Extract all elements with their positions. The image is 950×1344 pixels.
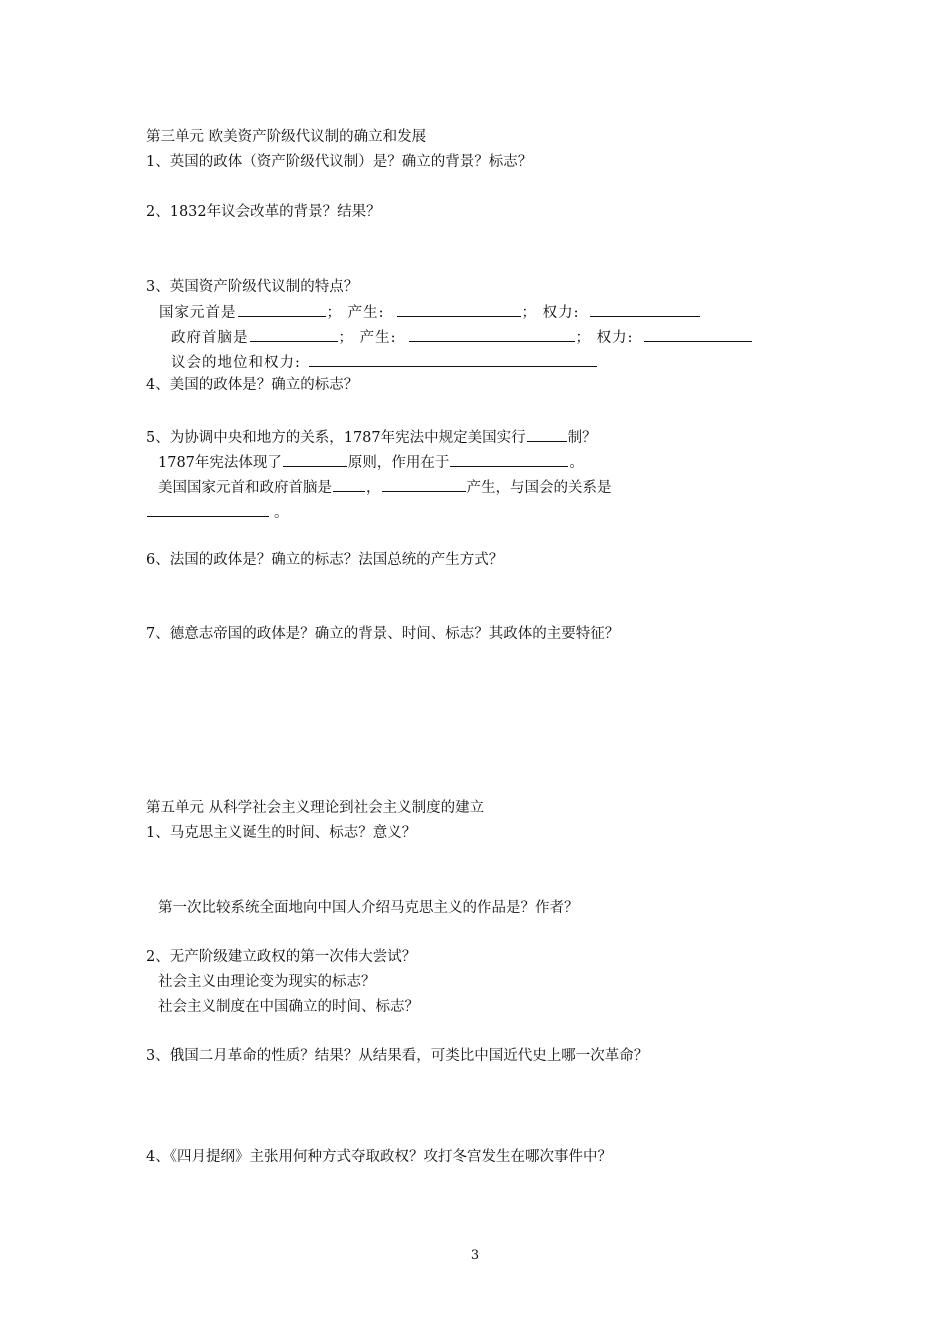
unit5-q2-sub-2: 社会主义制度在中国确立的时间、标志？ [158,999,419,1015]
unit5-question-1: 1、马克思主义诞生的时间、标志？意义？ [146,825,417,841]
unit5-title: 第五单元 从科学社会主义理论到社会主义制度的建立 [146,800,485,816]
unit3-q3-line-head-of-state [159,302,701,322]
q5-c-comma: ， [366,480,381,496]
head-of-state-blank[interactable] [238,302,326,317]
gov-power-blank[interactable] [644,327,752,342]
unit3-question-5 [146,427,597,447]
unit3-q5-line-4 [146,502,289,522]
semicolon: ； [326,305,342,321]
gov-origin-blank[interactable] [409,327,575,342]
parliament-blank[interactable] [309,352,597,367]
election-blank[interactable] [382,477,466,492]
head-of-gov-blank[interactable] [250,327,338,342]
q5-b-end: 。 [569,455,584,471]
unit3-question-4: 4、美国的政体是？确立的标志？ [146,377,359,393]
q5-text: 5、为协调中央和地方的关系，1787年宪法中规定美国实行 [146,430,526,446]
relation-blank[interactable] [147,502,269,517]
page-number: 3 [470,1248,480,1263]
parliament-label: 议会的地位和权力: [171,355,301,371]
power-blank[interactable] [590,302,700,317]
unit3-question-7: 7、德意志帝国的政体是？确立的背景、时间、标志？其政体的主要特征？ [146,626,620,642]
unit5-question-2: 2、无产阶级建立政权的第一次伟大尝试？ [146,949,417,965]
unit5-q2-sub-1: 社会主义由理论变为现实的标志？ [158,974,376,990]
unit5-question-4: 4、《四月提纲》主张用何种方式夺取政权？攻打冬宫发生在哪次事件中？ [146,1149,612,1165]
q5-d-end: 。 [274,505,289,521]
semicolon: ； [521,305,537,321]
q5-b-mid: 原则，作用在于 [347,455,450,471]
semicolon: ； [575,330,591,346]
unit3-q5-line-2 [158,452,584,472]
power-label: 权力: [542,305,580,321]
unit3-q3-line-head-of-gov [171,327,753,347]
principle-blank[interactable] [283,452,347,467]
semicolon: ； [338,330,354,346]
q5-text-end: 制？ [567,430,597,446]
unit5-question-3: 3、俄国二月革命的性质？结果？从结果看，可类比中国近代史上哪一次革命？ [146,1048,649,1064]
power-label: 权力: [596,330,634,346]
unit3-q3-line-parliament [171,352,598,372]
unit3-question-6: 6、法国的政体是？确立的标志？法国总统的产生方式？ [146,552,504,568]
q5-c-mid: 产生，与国会的关系是 [466,480,612,496]
origin-label: 产生: [359,330,397,346]
q5-b-start: 1787年宪法体现了 [158,455,282,471]
origin-blank[interactable] [397,302,521,317]
origin-label: 产生: [347,305,385,321]
leader-blank[interactable] [333,477,365,492]
unit3-title: 第三单元 欧美资产阶级代议制的确立和发展 [146,129,427,145]
unit3-q5-line-3 [158,477,612,497]
unit3-question-3: 3、英国资产阶级代议制的特点？ [146,279,359,295]
head-of-gov-label: 政府首脑是 [171,330,249,346]
unit3-question-1: 1、英国的政体（资产阶级代议制）是？确立的背景？标志？ [146,154,533,170]
head-of-state-label: 国家元首是 [159,305,237,321]
system-blank[interactable] [527,427,567,442]
unit3-question-2: 2、1832年议会改革的背景？结果？ [146,204,381,220]
q5-c-start: 美国国家元首和政府首脑是 [158,480,332,496]
effect-blank[interactable] [450,452,568,467]
unit5-q1-sub: 第一次比较系统全面地向中国人介绍马克思主义的作品是？作者？ [158,900,579,916]
